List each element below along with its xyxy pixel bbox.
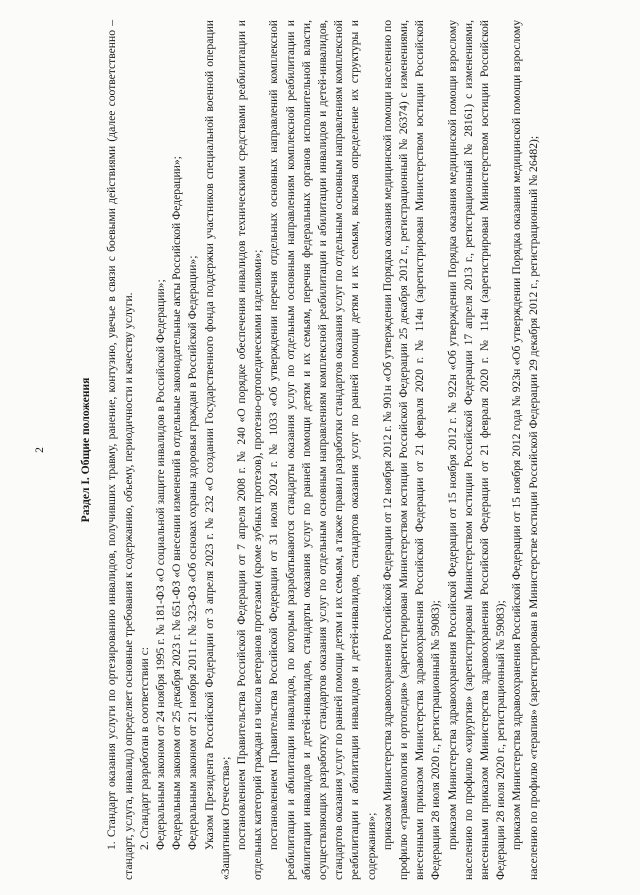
page-number: 2 (33, 447, 46, 453)
section-heading: Раздел I. Общие положения (79, 377, 93, 523)
law-item-2: Федеральным законом от 25 декабря 2023 г. № 651-ФЗ «О внесении изменений в отдельные законодательные акты Российской Федерации»; (170, 156, 184, 850)
decree-item: Указом Президента Российской Федерации от 3 апреля 2023 г. № 232 «О создании Государственного фонда поддержки участников специальной военной операции «Защитники Отечества»; (202, 20, 232, 880)
law-item-3: Федеральным законом от 21 ноября 2011 г. № 323-ФЗ «Об основах охраны здоровья граждан в Российской Федерации»; (186, 255, 200, 850)
rotated-page-content (26, 20, 626, 880)
resolution-item-1: постановлением Правительства Российской Федерации от 7 апреля 2008 г. № 240 «О порядке обеспечения инвалидов техническими средствами реабилитации и отдельных категорий граждан из числа ветеранов протезами (кроме зубных протезов), протезно-ортопедическими изделиями»; (235, 20, 265, 880)
order-item-2: приказом Министерства здравоохранения Российской Федерации от 15 ноября 2012 г. № 922н «Об утверждении Порядка оказания медицинской помощи взрослому населению по профилю «хирургия» (зарегистрирован Министерством юстиции Российской Федерации 17 апреля 2013 г., регистрационный № 28161) с изменениями, внесенными приказом Министерства здравоохранения Российской Федерации от 21 февраля 2020 г. № 114н (зарегистрирован Министерством юстиции Российской Федерации 28 июля 2020 г., регистрационный № 59083); (445, 20, 508, 880)
order-item-1: приказом Министерства здравоохранения Российской Федерации от 12 ноября 2012 г. № 901н «Об утверждении Порядка оказания медицинской помощи населению по профилю «травматология и ортопедия» (зарегистрирован Министерством юстиции Российской Федерации 25 декабря 2012 г., регистрационный № 26374) с изменениями, внесенными приказом Министерства здравоохранения Российской Федерации от 21 февраля 2020 г. № 114н (зарегистрирован Министерством юстиции Российской Федерации 28 июля 2020 г., регистрационный № 59083); (380, 19, 443, 880)
paragraph-2: 2. Стандарт разработан в соответствии с: (137, 647, 151, 850)
law-item-1: Федеральным законом от 24 ноября 1995 г. № 181-ФЗ «О социальной защите инвалидов в Российской Федерации»; (154, 279, 168, 850)
resolution-item-2: постановлением Правительства Российской Федерации от 31 июля 2024 г. № 1033 «Об утверждении перечня отдельных основных направлений комплексной реабилитации и абилитации инвалидов, по которым разрабатываются стандарты оказания услуг по отдельным основным направлениям комплексной реабилитации и абилитации инвалидов и детей-инвалидов, стандарты оказания услуг по ранней помощи детям и их семьям, перечня федеральных органов исполнительной власти, осуществляющих разработку стандартов оказания услуг по отдельным основным направлениям комплексной реабилитации и абилитации инвалидов и детей-инвалидов, стандартов оказания услуг по ранней помощи детям и их семьям, а также правил разработки стандартов оказания услуг по отдельным основным направлениям комплексной реабилитации и абилитации инвалидов и детей-инвалидов, стандартов оказания услуг по ранней помощи детям и их семьям, включая определение их структуры и содержания»; (267, 20, 378, 880)
order-item-3: приказом Министерства здравоохранения Российской Федерации от 15 ноября 2012 года № 923н «Об утверждении Порядка оказания медицинской помощи взрослому населению по профилю «терапия» (зарегистрирован в Министерстве юстиции Российской Федерации 29 декабря 2012 г., регистрационный № 26482); (510, 20, 540, 880)
paragraph-1: 1. Стандарт оказания услуги по ортезированию инвалидов, получивших травму, ранение, контузию, увечье в связи с боевыми действиями (далее соответственно – стандарт, услуга, инвалид) определяет основные требования к содержанию, объему, периодичности и качеству услуги. (105, 20, 135, 880)
